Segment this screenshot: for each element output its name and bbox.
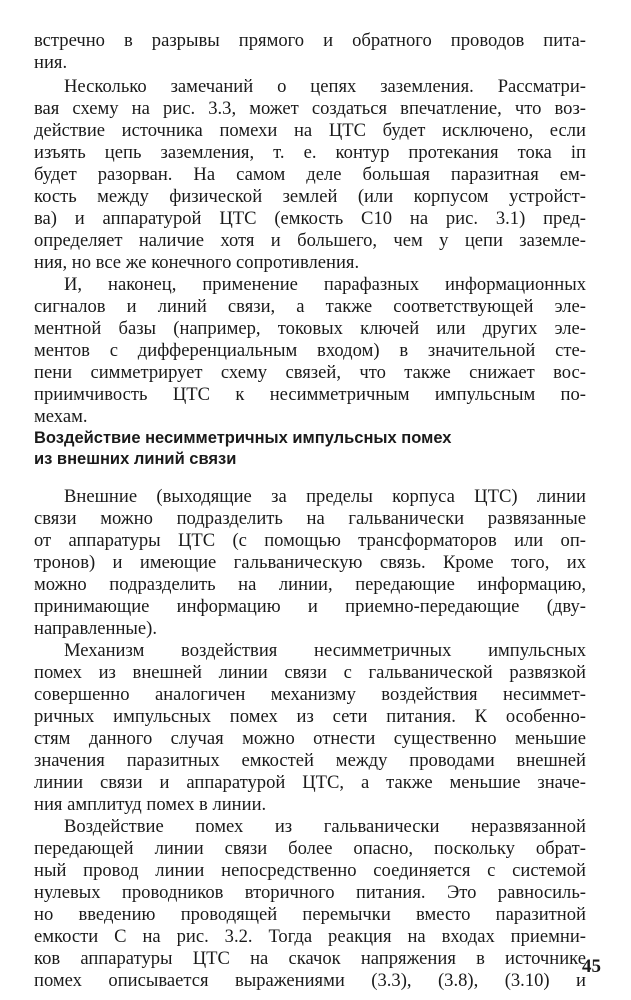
text-line: связи можно подразделить на гальванически развязанные bbox=[34, 508, 586, 529]
text-line: встречно в разрывы прямого и обратного проводов пита- bbox=[34, 30, 586, 51]
text-line: можно подразделить на линии, передающие информацию, bbox=[34, 574, 586, 595]
text-line: значения паразитных емкостей между проводами внешней bbox=[34, 750, 586, 771]
section-heading: Воздействие несимметричных импульсных помех bbox=[34, 429, 452, 447]
text-line: помех описывается выражениями (3.3), (3.8), (3.10) и bbox=[34, 970, 586, 991]
text-line: помех из внешней линии связи с гальванической развязкой bbox=[34, 662, 586, 683]
text-line: Воздействие помех из гальванически неразвязанной bbox=[64, 816, 586, 837]
text-line: ментной базы (например, токовых ключей или других эле- bbox=[34, 318, 586, 339]
text-line: ния, но все же конечного сопротивления. bbox=[34, 252, 360, 273]
text-line: ричных импульсных помех из сети питания. К особенно- bbox=[34, 706, 586, 727]
text-line: вая схему на рис. 3.3, может создаться впечатление, что воз- bbox=[34, 98, 586, 119]
text-line: передающей линии связи более опасно, поскольку обрат- bbox=[34, 838, 586, 859]
text-line: Внешние (выходящие за пределы корпуса ЦТС) линии bbox=[64, 486, 586, 507]
text-line: приимчивость ЦТС к несимметричным импульсным по- bbox=[34, 384, 586, 405]
text-line: ния. bbox=[34, 52, 68, 73]
text-line: направленные). bbox=[34, 618, 158, 639]
text-line: действие источника помехи на ЦТС будет исключено, если bbox=[34, 120, 586, 141]
text-line: совершенно аналогичен механизму воздействия несиммет- bbox=[34, 684, 586, 705]
text-line: определяет наличие хотя и большего, чем у цепи заземле- bbox=[34, 230, 586, 251]
text-line: нулевых проводников вторичного питания. Это равносиль- bbox=[34, 882, 586, 903]
page-number: 45 bbox=[582, 956, 601, 977]
text-line: И, наконец, применение парафазных информационных bbox=[64, 274, 586, 295]
text-line: тронов) и имеющие гальваническую связь. Кроме того, их bbox=[34, 552, 586, 573]
section-heading: из внешних линий связи bbox=[34, 450, 237, 468]
text-line: от аппаратуры ЦТС (с помощью трансформаторов или оп- bbox=[34, 530, 586, 551]
text-line: будет разорван. На самом деле большая паразитная ем- bbox=[34, 164, 586, 185]
text-line: но введению проводящей перемычки вместо паразитной bbox=[34, 904, 586, 925]
text-line: ния амплитуд помех в линии. bbox=[34, 794, 267, 815]
text-line: стям данного случая можно отнести существенно меньшие bbox=[34, 728, 586, 749]
text-line: пени симметрирует схему связей, что также снижает вос- bbox=[34, 362, 586, 383]
text-line: ный провод линии непосредственно соединяется с системой bbox=[34, 860, 586, 881]
text-line: сигналов и линий связи, а также соответствующей эле- bbox=[34, 296, 586, 317]
text-line: ков аппаратуры ЦТС на скачок напряжения в источнике bbox=[34, 948, 586, 969]
text-line: емкости C на рис. 3.2. Тогда реакция на входах приемни- bbox=[34, 926, 586, 947]
text-line: ментов с дифференциальным входом) в значительной сте- bbox=[34, 340, 586, 361]
text-line: Механизм воздействия несимметричных импульсных bbox=[64, 640, 586, 661]
text-line: ва) и аппаратурой ЦТС (емкость C10 на рис. 3.1) пред- bbox=[34, 208, 586, 229]
text-line: изъять цепь заземления, т. е. контур протекания тока iп bbox=[34, 142, 586, 163]
text-line: линии связи и аппаратурой ЦТС, а также меньшие значе- bbox=[34, 772, 586, 793]
text-line: принимающие информацию и приемно-передающие (дву- bbox=[34, 596, 586, 617]
text-line: кость между физической землей (или корпусом устройст- bbox=[34, 186, 586, 207]
text-line: мехам. bbox=[34, 406, 88, 427]
text-line: Несколько замечаний о цепях заземления. Рассматри- bbox=[64, 76, 586, 97]
